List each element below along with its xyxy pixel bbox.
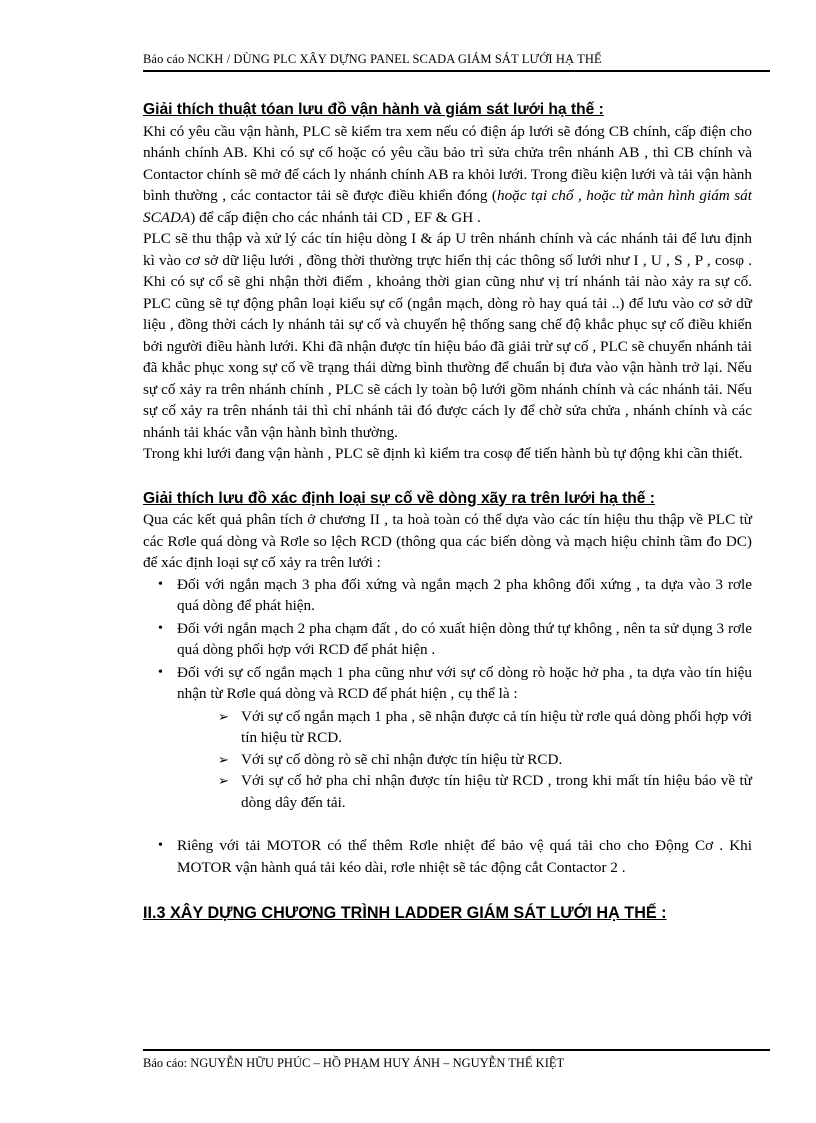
list-item-text: Đối với ngắn mạch 2 pha chạm đất , do có xuất hiện dòng thứ tự không , nên ta sử dụng 3 rơle quá dòng phối hợp với RCD để phát hiện .: [177, 619, 752, 658]
paragraph-data-acquisition: PLC sẽ thu thập và xử lý các tín hiệu dòng I & áp U trên nhánh chính và các nhánh tải để lưu định kì vào cơ sở dữ liệu lưới , đồng thời thường trực hiển thị các thông số lưới như I , U , S , P , cosφ . Khi có sự cố sẽ ghi nhận thời điểm , khoảng thời gian cũng như vị trí nhánh tải nào xảy ra sự cố. PLC cũng sẽ tự động phân loại kiểu sự cố (ngắn mạch, dòng rò hay quá tải ..) để lưu vào cơ sở dữ liệu , đồng thời cách ly nhánh tải sự cố và chuyển hệ thống sang chế độ khắc phục sự cố điều khiển bởi người điều hành lưới. Khi đã nhận được tín hiệu báo đã giải trừ sự cố , PLC sẽ chuyển nhánh tải đã khắc phục xong sự cố về trạng thái dừng bình thường để chuẩn bị đưa vào vận hành trở lại. Nếu sự cố xảy ra trên nhánh chính , PLC sẽ cách ly toàn bộ lưới gồm nhánh chính và các nhánh tải. Nếu sự cố xảy ra trên nhánh tải thì chỉ nhánh tải đó được cách ly để chờ sửa chửa , nhánh chính và các nhánh tải khác vẫn vận hành bình thường.: [143, 230, 752, 441]
sub-list-item: [143, 706, 752, 749]
list-item: [143, 618, 752, 661]
sub-list-item-text: Với sự cố hở pha chỉ nhận được tín hiệu từ RCD , trong khi mất tín hiệu báo về từ dòng dây đến tải.: [241, 772, 752, 811]
list-item-text: Đối với ngắn mạch 3 pha đối xứng và ngắn mạch 2 pha không đối xứng , ta dựa vào 3 rơle quá dòng để phát hiện.: [177, 575, 752, 614]
section-heading-fault-detection: Giải thích lưu đồ xác định loại sự cố về dòng xãy ra trên lưới hạ thế :: [143, 489, 656, 507]
paragraph-operation-part-a: Khi có yêu cầu vận hành, PLC sẽ kiểm tra xem nếu có điện áp lưới sẽ đóng CB chính, cấp điện cho nhánh chính AB. Khi có sự cố hoặc có yêu cầu bảo trì sửa chửa trên nhánh AB , thì CB chính và Contactor chính sẽ mở để cách ly nhánh chính AB ra khỏi lưới. Trong điều kiện lưới và tải vận hành bình thường , các contactor tải sẽ được điều khiển đóng (: [143, 122, 752, 204]
running-header: Báo cáo NCKH / DÙNG PLC XÂY DỰNG PANEL SCADA GIÁM SÁT LƯỚI HẠ THẾ: [143, 52, 602, 66]
page-content: [143, 99, 752, 925]
bullet-icon: •: [158, 620, 163, 636]
paragraph-operation-italic: hoặc tại chổ , hoặc từ màn hình giám sát SCADA: [143, 187, 752, 226]
paragraph-operation-part-b: ) để cấp điện cho các nhánh tải CD , EF & GH .: [190, 208, 481, 226]
bullet-icon: •: [158, 664, 163, 680]
sub-list-item-text: Với sự cố ngắn mạch 1 pha , sẽ nhận được cả tín hiệu từ rơle quá dòng phối hợp với tín hiệu từ RCD.: [241, 707, 752, 746]
fault-bullet-list: [143, 574, 752, 705]
list-item-text: Riêng với tải MOTOR có thể thêm Rơle nhiệt để bảo vệ quá tải cho cho Động Cơ . Khi MOTOR vận hành quá tải kéo dài, rơle nhiệt sẽ tác động cắt Contactor 2 .: [177, 837, 752, 876]
paragraph-cos-phi-compensation: Trong khi lưới đang vận hành , PLC sẽ định kì kiểm tra cosφ để tiến hành bù tự động khi cần thiết.: [143, 445, 743, 462]
section-heading-operation-algorithm: Giải thích thuật tóan lưu đồ vận hành và giám sát lưới hạ thế :: [143, 101, 604, 118]
list-spacer: [143, 813, 752, 835]
paragraph-fault-intro: Qua các kết quả phân tích ở chương II , ta hoà toàn có thể dựa vào các tín hiệu thu thập về PLC từ các Rơle quá dòng và Rơle so lệch RCD (thông qua các biến dòng và mạch hiệu chỉnh tầm đo DC) để xác định loại sự cố xảy ra trên lưới :: [143, 511, 752, 571]
list-item: [143, 574, 752, 617]
motor-bullet-list: [143, 835, 752, 878]
running-footer: Báo cáo: NGUYỄN HỮU PHÚC – HỒ PHẠM HUY ÁNH – NGUYỄN THẾ KIỆT: [143, 1056, 565, 1070]
header-rule: [143, 70, 770, 72]
list-item: [143, 662, 752, 705]
sub-list-item: [143, 749, 752, 771]
list-item-text: Đối với sự cố ngắn mạch 1 pha cũng như với sự cố dòng rò hoặc hở pha , ta dựa vào tín hiệu nhận từ Rơle quá dòng và RCD để phát hiện , cụ thể là :: [177, 663, 752, 702]
section-heading-ladder-program: II.3 XÂY DỰNG CHƯƠNG TRÌNH LADDER GIÁM SÁT LƯỚI HẠ THẾ :: [143, 904, 667, 922]
bullet-icon: •: [158, 838, 163, 853]
fault-sub-list: [143, 706, 752, 814]
list-item: [143, 835, 752, 878]
arrow-bullet-icon: ➢: [218, 751, 229, 767]
paragraph-operation: [143, 121, 752, 229]
bullet-icon: •: [158, 576, 163, 592]
arrow-bullet-icon: ➢: [218, 773, 229, 788]
arrow-bullet-icon: ➢: [218, 708, 229, 724]
footer-rule: [143, 1049, 770, 1051]
sub-list-item-text: Với sự cố dòng rò sẽ chỉ nhận được tín hiệu từ RCD.: [241, 750, 563, 768]
sub-list-item: [143, 770, 752, 813]
